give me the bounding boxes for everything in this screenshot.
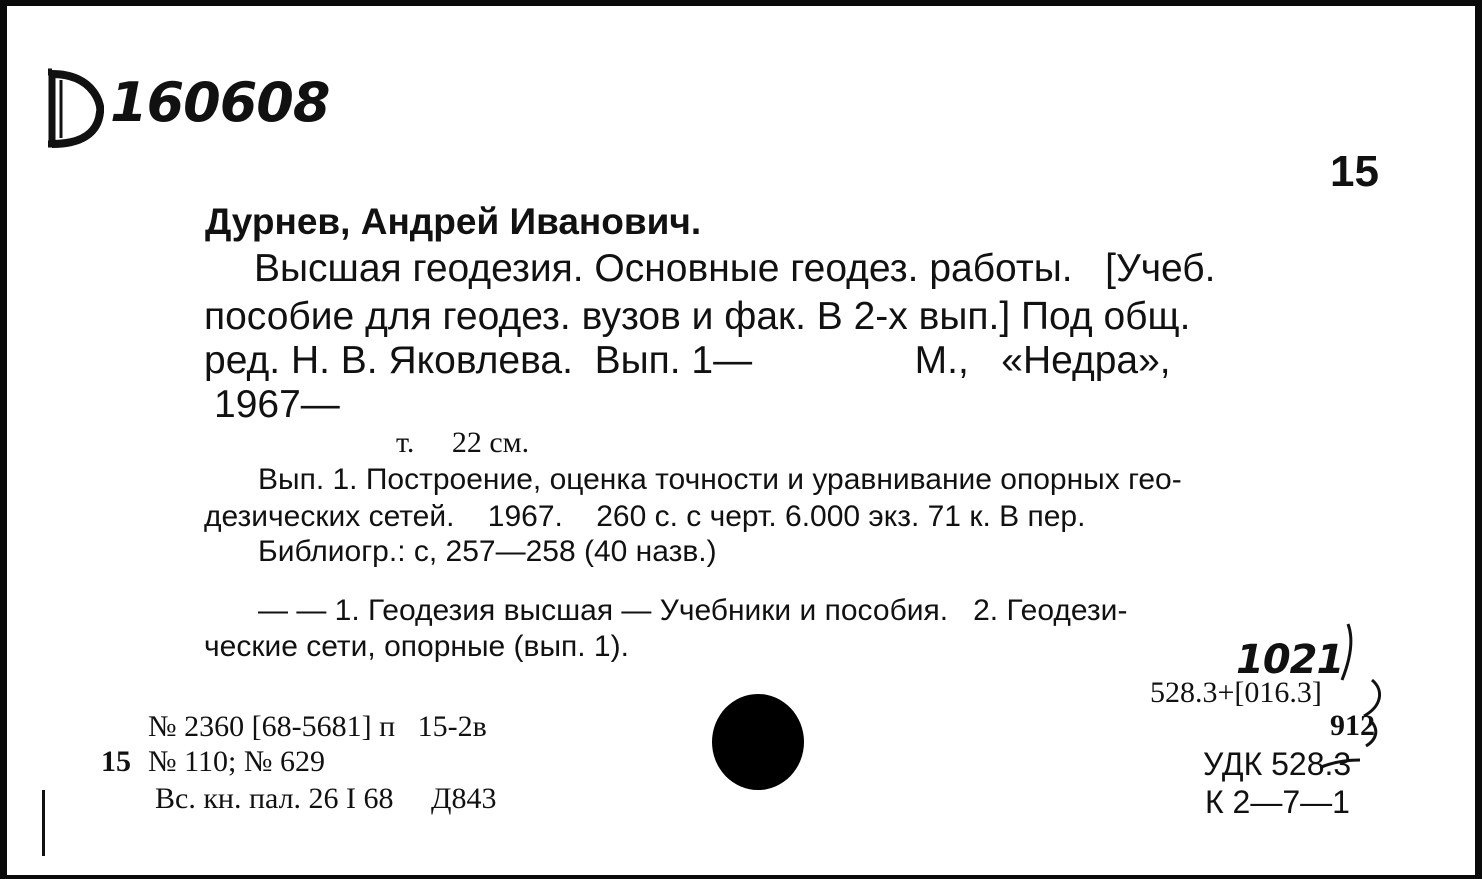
classification-line-2: 912 — [1330, 709, 1375, 742]
registry-line-2: № 110; № 629 — [148, 745, 325, 778]
volume-line-3: Библиогр.: с, 257—258 (40 назв.) — [258, 535, 717, 568]
registry-line-1: № 2360 [68-5681] п 15-2в — [148, 710, 487, 743]
classification-cutter: К 2—7—1 — [1205, 784, 1350, 820]
title-line-4: 1967— — [214, 383, 340, 426]
handwritten-shelf-number: 1021 — [1236, 637, 1344, 683]
title-line-3: ред. Н. В. Яковлева. Вып. 1— М., «Недра», — [204, 339, 1171, 382]
subject-line-1: — — 1. Геодезия высшая — Учебники и пособия. 2. Геодези- — [258, 594, 1128, 627]
card-number: 15 — [1330, 147, 1379, 196]
author-heading: Дурнев, Андрей Иванович. — [205, 201, 702, 242]
card-border-bottom — [0, 875, 1482, 879]
classification-line-1: 528.3+[016.3] — [1150, 676, 1322, 709]
registry-prefix: 15 — [101, 745, 131, 778]
volume-line-1: Вып. 1. Построение, оценка точности и уравнивание опорных гео- — [258, 463, 1182, 496]
classification-udc: УДК 528.3 — [1203, 746, 1352, 782]
card-border-left — [0, 0, 7, 879]
pencil-mark — [42, 790, 45, 856]
inventory-number: 160608 — [110, 71, 330, 134]
subject-line-2: ческие сети, опорные (вып. 1). — [204, 630, 629, 663]
punch-hole — [712, 694, 804, 790]
title-line-1: Высшая геодезия. Основные геодез. работы. [Учеб. — [254, 247, 1216, 290]
card-border-right — [1475, 0, 1482, 879]
volume-line-2: дезических сетей. 1967. 260 с. с черт. 6.000 экз. 71 к. В пер. — [204, 500, 1086, 533]
registry-line-3: Вс. кн. пал. 26 I 68 Д843 — [155, 782, 497, 815]
size-line: т. 22 см. — [396, 426, 530, 459]
d-stamp-icon — [44, 68, 104, 150]
title-line-2: пособие для геодез. вузов и фак. В 2-х вып.] Под общ. — [204, 295, 1191, 338]
card-border-top — [0, 0, 1482, 6]
